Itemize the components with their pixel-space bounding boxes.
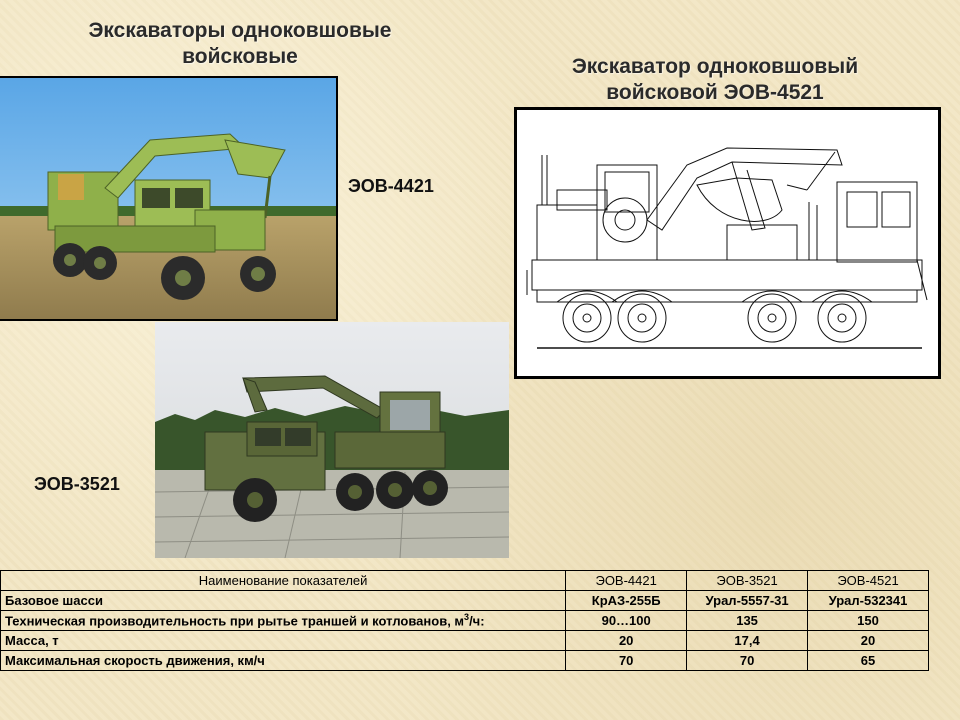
cell-value: Урал-532341: [808, 591, 929, 611]
cell-value: 150: [808, 611, 929, 631]
row-label-productivity-text: Техническая производительность при рытье траншей и котлованов, м: [5, 613, 465, 629]
drawing-eov4521: [514, 107, 941, 379]
photo-eov4421-image: [0, 78, 338, 321]
table-row: [1, 591, 929, 611]
header-eov4521: ЭОВ-4521: [808, 571, 929, 591]
cell-value: 135: [687, 611, 808, 631]
table-row: [1, 651, 929, 671]
cell-value: 90…100: [566, 611, 687, 631]
left-title-line1: Экскаваторы одноковшовые: [88, 19, 392, 42]
table-header-row: [1, 571, 929, 591]
header-eov3521: ЭОВ-3521: [687, 571, 808, 591]
row-label-productivity: [1, 611, 566, 631]
table-row: [1, 631, 929, 651]
row-label-productivity-tail: /ч:: [469, 613, 485, 629]
cell-value: 20: [566, 631, 687, 651]
drawing-eov4521-image: [517, 110, 938, 376]
cell-value: КрАЗ-255Б: [566, 591, 687, 611]
row-label-mass: Масса, т: [1, 631, 566, 651]
specs-table: [0, 570, 929, 671]
cell-value: 20: [808, 631, 929, 651]
right-title-line2: войсковой ЭОВ-4521: [606, 81, 824, 104]
left-title: [40, 18, 440, 70]
photo-eov3521-image: [155, 322, 509, 558]
left-title-line2: войсковые: [182, 45, 298, 68]
photo-eov3521: [155, 322, 509, 558]
table-row: [1, 611, 929, 631]
caption-eov4421: ЭОВ-4421: [348, 176, 434, 196]
photo-eov4421: [0, 76, 338, 321]
cell-value: Урал-5557-31: [687, 591, 808, 611]
cell-value: 70: [566, 651, 687, 671]
cell-value: 17,4: [687, 631, 808, 651]
row-label-speed: Максимальная скорость движения, км/ч: [1, 651, 566, 671]
row-label-productivity-sup: 3: [464, 612, 470, 623]
header-eov4421: ЭОВ-4421: [566, 571, 687, 591]
caption-eov3521: ЭОВ-3521: [34, 474, 120, 494]
right-title: [515, 54, 915, 106]
row-label-chassis: Базовое шасси: [1, 591, 566, 611]
right-title-line1: Экскаватор одноковшовый: [571, 55, 859, 78]
cell-value: 65: [808, 651, 929, 671]
cell-value: 70: [687, 651, 808, 671]
header-indicator: Наименование показателей: [1, 571, 566, 591]
